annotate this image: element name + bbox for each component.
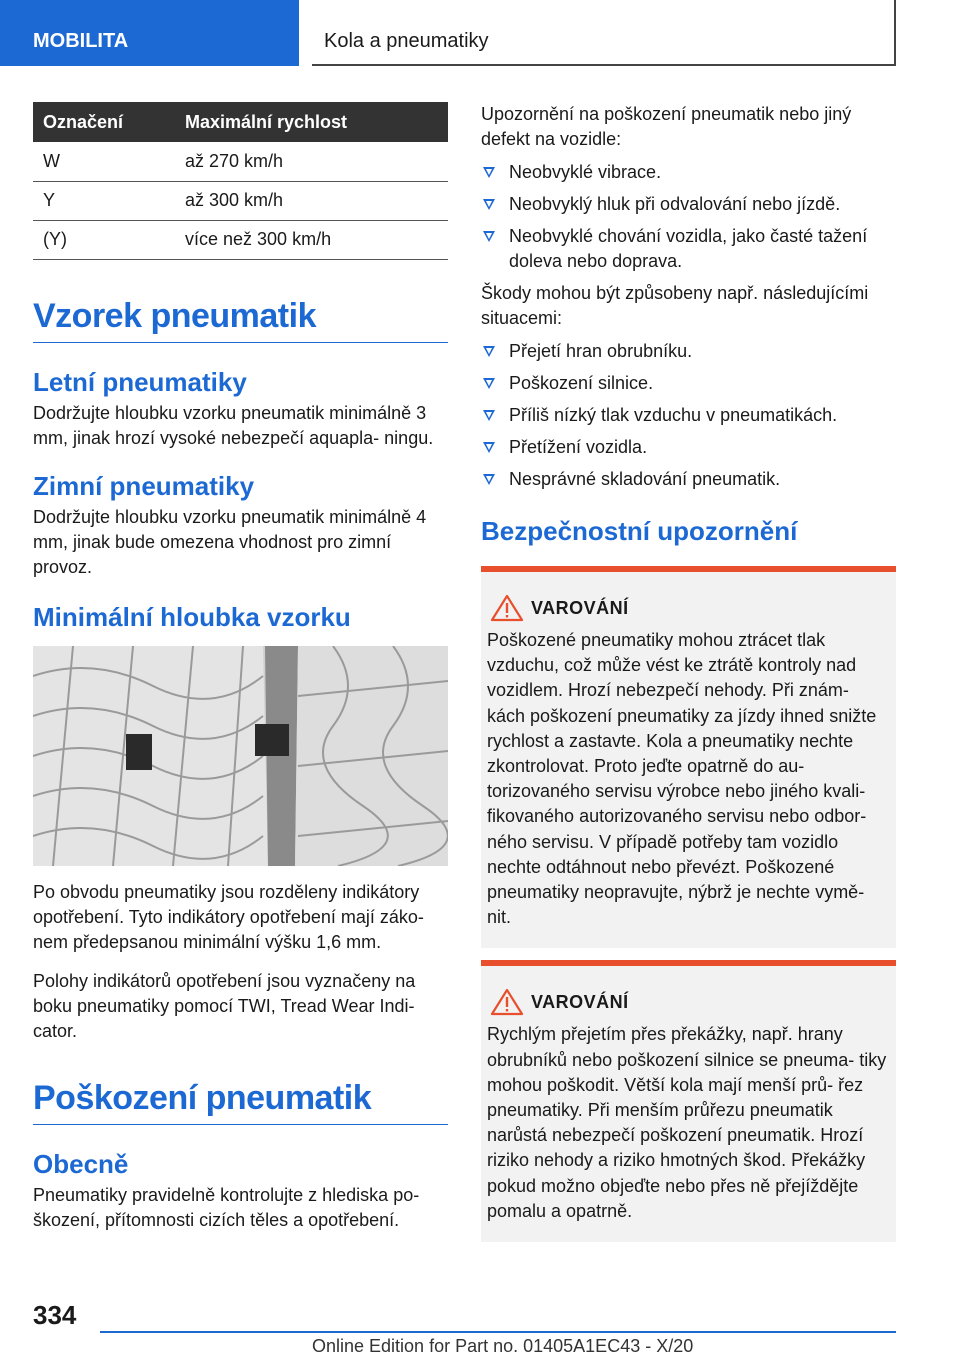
- table-row: [33, 220, 448, 259]
- damage-signs-list: [481, 160, 896, 274]
- heading-min-depth: Minimální hloubka vzorku: [33, 601, 351, 632]
- causes-intro: Škody mohou být způsobeny např. následujícími situacemi:: [481, 283, 869, 328]
- bullet-triangle-icon: [483, 410, 495, 421]
- heading-tread: Vzorek pneumatik: [33, 296, 448, 343]
- table-cell: (Y): [33, 220, 175, 259]
- list-item-text: Neobvyklé chování vozidla, jako časté tažení doleva nebo doprava.: [509, 226, 868, 271]
- page-number: 334: [33, 1300, 77, 1330]
- list-item-text: Nesprávné skladování pneumatik.: [509, 469, 781, 489]
- warning-text: Rychlým přejetím přes překážky, např. hrany obrubníků nebo poškození silnice se pneuma- tiky mohou poškodit. Větší kola mají menší prů- řez pneumatiky. Při menším průřezu pneumatik narůstá nebezpečí poškození pneumatik. Hrozí riziko nehody a riziko hmotných škod. Překážky pokud možno objeďte nebo přes ně přejíždějte pomalu a opatrně.: [487, 1024, 887, 1221]
- heading-summer: Letní pneumatiky: [33, 366, 247, 397]
- min-depth-text-1: Po obvodu pneumatiky jsou rozděleny indikátory opotřebení. Tyto indikátory opotřebení mají záko- nem předepsanou minimální výšku 1,6 mm.: [33, 881, 424, 952]
- table-header-row: [33, 102, 448, 142]
- list-item: [481, 467, 896, 492]
- list-item: [481, 339, 896, 364]
- bullet-triangle-icon: [483, 442, 495, 453]
- list-item: [481, 403, 896, 428]
- table-cell: W: [33, 142, 175, 181]
- table-cell: Y: [33, 181, 175, 220]
- list-item-text: Přetížení vozidla.: [509, 437, 648, 457]
- right-column: [481, 102, 896, 1242]
- tire-tread-icon: [33, 646, 448, 866]
- table-header-cell: Maximální rychlost: [175, 102, 448, 142]
- warning-text: Poškozené pneumatiky mohou ztrácet tlak vzduchu, což může vést ke ztrátě kontroly nad vozidlem. Hrozí nebezpečí nehody. Při znám- kách poškození pneumatiky za jízdy ihned snižte rychlost a zastavte. Kola a pneumatiky nechte zkontrolovat. Proto jeďte opatrně do au- torizovaného servisu výrobce nebo jiného kvali- fikovaného autorizovaného servisu nebo odbor- ného servisu. V případě potřeby tam vozidlo nechte odtáhnout nebo převézt. Poškozené pneumatiky neopravujte, nýbrž je nechte vymě- nit.: [487, 630, 877, 928]
- list-item-text: Přejetí hran obrubníku.: [509, 341, 693, 361]
- list-item-text: Poškození silnice.: [509, 373, 654, 393]
- footer-divider: [100, 1331, 896, 1333]
- list-item: [481, 435, 896, 460]
- list-item: [481, 192, 896, 217]
- list-item-text: Neobvyklý hluk při odvalování nebo jízdě.: [509, 194, 841, 214]
- list-item: [481, 224, 896, 274]
- table-cell: až 300 km/h: [175, 181, 448, 220]
- table-row: [33, 142, 448, 181]
- list-item-text: Neobvyklé vibrace.: [509, 162, 662, 182]
- bullet-triangle-icon: [483, 346, 495, 357]
- warning-label: VAROVÁNÍ: [531, 597, 629, 618]
- list-item-text: Příliš nízký tlak vzduchu v pneumatikách.: [509, 405, 838, 425]
- warning-box: [481, 566, 896, 948]
- warning-box: [481, 960, 896, 1242]
- chapter-title: Kola a pneumatiky: [312, 0, 896, 66]
- warning-triangle-icon: [489, 988, 525, 1016]
- section-tab: MOBILITA: [0, 0, 299, 66]
- list-item: [481, 371, 896, 396]
- warning-label: VAROVÁNÍ: [531, 991, 629, 1012]
- winter-text: Dodržujte hloubku vzorku pneumatik minimálně 4 mm, jinak bude omezena vhodnost pro zimní provoz.: [33, 506, 427, 577]
- min-depth-text-2: Polohy indikátorů opotřebení jsou vyznačeny na boku pneumatiky pomocí TWI, Tread Wear Indi- cator.: [33, 970, 416, 1041]
- tread-wear-illustration: [33, 646, 448, 866]
- bullet-triangle-icon: [483, 199, 495, 210]
- heading-general: Obecně: [33, 1148, 129, 1179]
- list-item: [481, 160, 896, 185]
- warning-triangle-icon: [489, 594, 525, 622]
- general-text: Pneumatiky pravidelně kontrolujte z hlediska po- škození, přítomnosti cizích těles a opotřebení.: [33, 1184, 420, 1230]
- summer-text: Dodržujte hloubku vzorku pneumatik minimálně 3 mm, jinak hrozí vysoké nebezpečí aquapla- ningu.: [33, 402, 434, 448]
- warning-header: [487, 594, 888, 622]
- table-row: [33, 181, 448, 220]
- edition-note: Online Edition for Part no. 01405A1EC43 - X/20: [312, 1336, 694, 1356]
- heading-damage: Poškození pneumatik: [33, 1078, 448, 1125]
- left-column: [33, 102, 448, 1233]
- heading-winter: Zimní pneumatiky: [33, 470, 255, 501]
- table-cell: více než 300 km/h: [175, 220, 448, 259]
- speed-rating-table: [33, 102, 448, 260]
- warning-header: [487, 988, 888, 1016]
- bullet-triangle-icon: [483, 474, 495, 485]
- bullet-triangle-icon: [483, 378, 495, 389]
- bullet-triangle-icon: [483, 231, 495, 242]
- heading-safety: Bezpečnostní upozornění: [481, 516, 798, 546]
- damage-intro: Upozornění na poškození pneumatik nebo jiný defekt na vozidle:: [481, 104, 852, 149]
- table-cell: až 270 km/h: [175, 142, 448, 181]
- damage-causes-list: [481, 339, 896, 492]
- bullet-triangle-icon: [483, 167, 495, 178]
- table-header-cell: Označení: [33, 102, 175, 142]
